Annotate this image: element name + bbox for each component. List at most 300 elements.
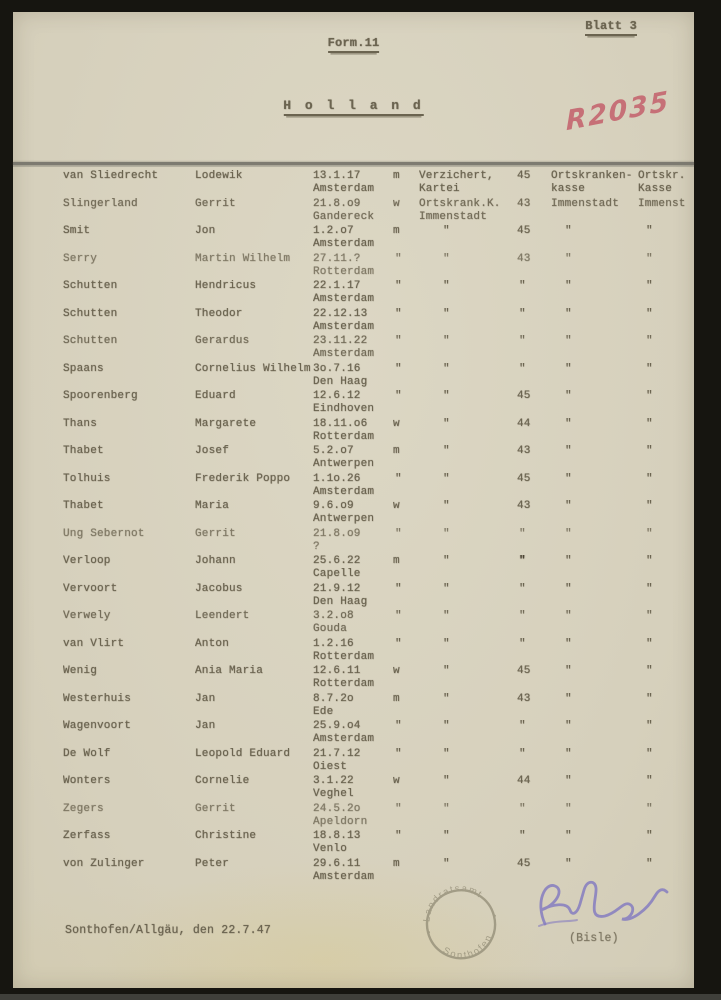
birth-place: Venlo [313,843,348,855]
birth-date: 22.1.17 [313,280,361,292]
birth-date: 13.1.17 [313,170,361,182]
surname: Tolhuis [63,472,111,485]
kasse-line2 [551,431,638,444]
gender: " [395,362,402,375]
document-title: H o l l a n d [283,98,423,116]
status: " [443,665,450,677]
birth-place: Eindhoven [313,403,375,415]
kasse2-line2 [638,403,694,416]
surname: Vervoort [63,582,118,595]
table-row [63,390,694,416]
kasse2-column: " [646,720,653,732]
number: " [519,637,526,650]
status-line2 [419,816,517,829]
kasse-line2 [551,376,638,389]
table-row [63,418,694,444]
birth-date: 18.8.13 [313,830,361,842]
surname: De Wolf [63,747,111,760]
birth-date: 25.6.22 [313,555,361,567]
kasse-column: " [565,720,572,732]
gender: " [395,747,402,760]
birth-date: 21.8.o9 [313,197,361,210]
birth-place: Amsterdam [313,183,375,195]
given-name: Hendricus [195,280,257,292]
number: 45 [517,472,531,485]
scan-edge-strip [0,994,721,1000]
status-line2 [419,348,517,361]
kasse-column: " [565,830,572,842]
surname: Wenig [63,665,98,677]
kasse2-line2 [638,513,694,526]
surname: Thabet [63,445,104,457]
surname: Schutten [63,335,118,347]
given-name: Margarete [195,417,257,430]
table-row [63,445,694,471]
kasse-line2 [551,788,638,801]
birth-place: Rotterdam [313,678,375,690]
status-line2 [419,541,517,554]
number: 43 [517,500,531,512]
kasse2-column: " [646,252,653,265]
table-row [63,583,694,609]
kasse-column: " [565,445,572,457]
kasse2-column: " [646,225,653,237]
scanned-document-page [13,12,694,988]
kasse2-line2 [638,238,694,251]
kasse-line2 [551,706,638,719]
birth-date: 21.8.o9 [313,527,361,540]
status-line2 [419,458,517,471]
kasse-line2 [551,761,638,774]
handwritten-signature [525,874,675,938]
kasse2-column: " [646,637,653,650]
status-line2 [419,403,517,416]
kasse2-column: " [646,555,653,567]
kasse2-line2 [638,568,694,581]
gender: w [393,775,400,787]
kasse2-column: " [646,582,653,595]
birth-date: 3.2.o8 [313,610,354,622]
surname: Wagenvoort [63,720,132,732]
form-label: Form.11 [328,36,380,53]
kasse2-column: " [646,280,653,292]
gender: " [395,472,402,485]
status-line2: Kartei [419,183,460,195]
status-line2 [419,706,517,719]
kasse2-line2 [638,678,694,691]
gender: w [393,500,400,512]
table-row [63,253,694,279]
kasse2-column: " [646,665,653,677]
surname: Thans [63,417,98,430]
gender: " [395,637,402,650]
stamp-dot-right: • [491,911,499,923]
given-name: Jan [195,720,216,732]
status: Verzichert, [419,170,494,182]
status-line2 [419,651,517,664]
kasse-line2 [551,513,638,526]
number: " [519,802,526,815]
number: 43 [517,692,531,705]
birth-place: Amsterdam [313,870,375,883]
status: " [443,307,450,320]
kasse-column: " [565,280,572,292]
kasse2-column: " [646,527,653,540]
gender: m [393,225,400,237]
given-name: Peter [195,857,230,870]
birth-date: 24.5.2o [313,802,361,815]
birth-place: Rotterdam [313,430,375,443]
surname: Thabet [63,500,104,512]
given-name: Lodewik [195,170,243,182]
number: 43 [517,252,531,265]
birth-place: Gouda [313,623,348,635]
kasse2-line2 [638,596,694,609]
table-row [63,198,694,224]
table-row [63,555,694,581]
number: 45 [517,857,531,870]
birth-date: 8.7.2o [313,692,354,705]
status-line2 [419,678,517,691]
birth-place: Gandereck [313,210,375,223]
status-line2 [419,843,517,856]
signature-typed-name: (Bisle) [569,932,619,945]
status: " [443,720,450,732]
birth-place: Rotterdam [313,650,375,663]
number: 45 [517,390,531,402]
kasse-column: " [565,335,572,347]
kasse-line2 [551,266,638,279]
kasse-column: Immenstadt [551,197,620,210]
kasse-line2: kasse [551,183,586,195]
birth-place: Antwerpen [313,458,375,470]
birth-place: Rotterdam [313,265,375,278]
gender: m [393,170,400,182]
given-name: Gerardus [195,335,250,347]
given-name: Jacobus [195,582,243,595]
surname: van Sliedrecht [63,170,159,182]
table-row [63,280,694,306]
kasse2-column: " [646,335,653,347]
stamp-text-bottom: Sonthofen [440,932,496,962]
status: " [443,775,450,787]
gender: " [395,802,402,815]
status-line2 [419,238,517,251]
sheet-label: Blatt 3 [585,19,637,36]
status-line2: Immenstadt [419,210,488,223]
gender: " [395,582,402,595]
number: " [519,555,526,567]
gender: " [395,610,402,622]
birth-place: Capelle [313,568,361,580]
birth-date: 1.2.16 [313,637,354,650]
gender: " [395,527,402,540]
birth-date: 27.11.? [313,252,361,265]
kasse-column: " [565,527,572,540]
kasse-column: " [565,857,572,870]
status: " [443,280,450,292]
status: " [443,610,450,622]
kasse-column: " [565,555,572,567]
kasse2-column: " [646,445,653,457]
given-name: Jon [195,225,216,237]
kasse-column: " [565,252,572,265]
status: " [443,582,450,595]
kasse-column: " [565,500,572,512]
status-line2 [419,266,517,279]
birth-date: 23.11.22 [313,335,368,347]
status-line2 [419,513,517,526]
table-row [63,665,694,691]
status-line2 [419,431,517,444]
stamp-dot-left: • [425,927,433,939]
kasse2-line2 [638,211,694,224]
table-row [63,225,694,251]
kasse2-column: " [646,472,653,485]
birth-date: 21.9.12 [313,582,361,595]
birth-date: 9.6.o9 [313,500,354,512]
kasse2-column: " [646,307,653,320]
kasse-line2 [551,458,638,471]
kasse2-line2 [638,733,694,746]
kasse2-column: " [646,362,653,375]
birth-place: Ede [313,705,334,718]
birth-place: Veghel [313,788,354,800]
kasse2-column: " [646,610,653,622]
birth-date: 25.9.o4 [313,720,361,732]
roster-table [63,170,694,885]
surname: Ung Sebernot [63,527,145,540]
divider-rule [13,162,694,165]
gender: m [393,692,400,705]
kasse-column: " [565,225,572,237]
kasse-line2 [551,816,638,829]
kasse2-line2 [638,348,694,361]
table-row [63,610,694,636]
kasse2-line2 [638,541,694,554]
kasse2-column: " [646,500,653,512]
birth-date: 3.1.22 [313,775,354,787]
kasse-column: " [565,775,572,787]
number: 43 [517,197,531,210]
birth-date: 5.2.o7 [313,445,354,457]
status-line2 [419,568,517,581]
birth-date: 12.6.11 [313,665,361,677]
kasse-line2 [551,403,638,416]
status-line2 [419,486,517,499]
birth-date: 18.11.o6 [313,417,368,430]
table-row [63,775,694,801]
birth-place: Den Haag [313,375,368,388]
gender: w [393,665,400,677]
kasse2-column: " [646,775,653,787]
table-row [63,720,694,746]
birth-date: 29.6.11 [313,857,361,870]
status: " [443,802,450,815]
birth-place: Antwerpen [313,513,375,525]
status: " [443,225,450,237]
given-name: Leopold Eduard [195,747,291,760]
surname: von Zulinger [63,857,145,870]
surname: Schutten [63,280,118,292]
table-row [63,638,694,664]
kasse-column: " [565,472,572,485]
given-name: Cornelius Wilhelm [195,362,311,375]
kasse-line2 [551,348,638,361]
number: 44 [517,775,531,787]
surname: Serry [63,252,98,265]
table-row [63,335,694,361]
surname: Zegers [63,802,104,815]
stamp-text-top: Landratsamt [421,883,485,923]
kasse-column: " [565,307,572,320]
surname: Verloop [63,555,111,567]
given-name: Josef [195,445,230,457]
status: " [443,747,450,760]
surname: Spaans [63,362,104,375]
number: 45 [517,225,531,237]
surname: Spoorenberg [63,390,138,402]
kasse2-line2 [638,706,694,719]
given-name: Leendert [195,610,250,622]
number: " [519,830,526,842]
kasse-column: " [565,582,572,595]
birth-place: Oiest [313,760,348,773]
kasse2-line2 [638,651,694,664]
surname: Westerhuis [63,692,132,705]
status: " [443,527,450,540]
status: " [443,830,450,842]
kasse2-column: " [646,417,653,430]
table-row [63,500,694,526]
table-row [63,363,694,389]
kasse2-column: Ortskr. [638,170,686,182]
status-line2 [419,596,517,609]
status-line2 [419,623,517,636]
kasse2-line2 [638,431,694,444]
number: " [519,720,526,732]
number: 45 [517,665,531,677]
birth-date: 1.1o.26 [313,472,361,485]
birth-date: 3o.7.16 [313,362,361,375]
kasse2-column: " [646,747,653,760]
kasse-column: " [565,747,572,760]
kasse2-line2 [638,266,694,279]
given-name: Frederik Poppo [195,472,291,485]
surname: Smit [63,225,91,237]
given-name: Gerrit [195,802,236,815]
status: " [443,445,450,457]
kasse2-column: " [646,830,653,842]
birth-place: Amsterdam [313,238,375,250]
number: " [519,307,526,320]
birth-date: 21.7.12 [313,747,361,760]
kasse2-line2 [638,486,694,499]
birth-place: Den Haag [313,595,368,608]
gender: m [393,857,400,870]
surname: van Vlirt [63,637,125,650]
number: 44 [517,417,531,430]
kasse-line2 [551,678,638,691]
kasse-column: " [565,362,572,375]
table-row [63,803,694,829]
status-line2 [419,321,517,334]
status: " [443,500,450,512]
kasse-column: " [565,417,572,430]
number: " [519,747,526,760]
birth-place: Amsterdam [313,733,375,745]
table-row [63,170,694,196]
kasse-line2 [551,733,638,746]
table-row [63,308,694,334]
gender: m [393,555,400,567]
status: " [443,472,450,485]
kasse2-column: " [646,857,653,870]
kasse-column: Ortskranken- [551,170,633,182]
kasse2-line2: Kasse [638,183,673,195]
given-name: Cornelie [195,775,250,787]
kasse-column: " [565,665,572,677]
kasse-column: " [565,692,572,705]
gender: " [395,720,402,732]
given-name: Johann [195,555,236,567]
status-line2 [419,733,517,746]
status: " [443,252,450,265]
birth-place: Amsterdam [313,320,375,333]
status: " [443,555,450,567]
kasse-line2 [551,596,638,609]
birth-date: 22.12.13 [313,307,368,320]
birth-place: Amsterdam [313,293,375,305]
number: " [519,362,526,375]
kasse2-column: " [646,802,653,815]
red-handwritten-annotation: R2035 [565,85,671,138]
svg-text:Sonthofen [438,930,499,967]
birth-place: Amsterdam [313,485,375,498]
kasse-column: " [565,610,572,622]
gender: " [395,830,402,842]
table-row [63,693,694,719]
kasse2-column: " [646,692,653,705]
kasse2-column: Immenst [638,197,686,210]
official-round-stamp [408,869,516,980]
number: 45 [517,170,531,182]
status-line2 [419,788,517,801]
surname: Slingerland [63,197,138,210]
gender: " [395,335,402,347]
kasse-line2 [551,238,638,251]
number: " [519,280,526,292]
kasse2-line2 [638,458,694,471]
kasse-line2 [551,623,638,636]
status: " [443,335,450,347]
gender: " [395,307,402,320]
given-name: Maria [195,500,230,512]
kasse-column: " [565,637,572,650]
status: " [443,417,450,430]
surname: Wonters [63,775,111,787]
status: " [443,390,450,402]
table-row [63,830,694,856]
number: " [519,335,526,347]
surname: Verwely [63,610,111,622]
kasse2-line2 [638,321,694,334]
gender: m [393,445,400,457]
kasse2-line2 [638,843,694,856]
number: 43 [517,445,531,457]
birth-date: 1.2.o7 [313,225,354,237]
birth-date: 12.6.12 [313,390,361,402]
